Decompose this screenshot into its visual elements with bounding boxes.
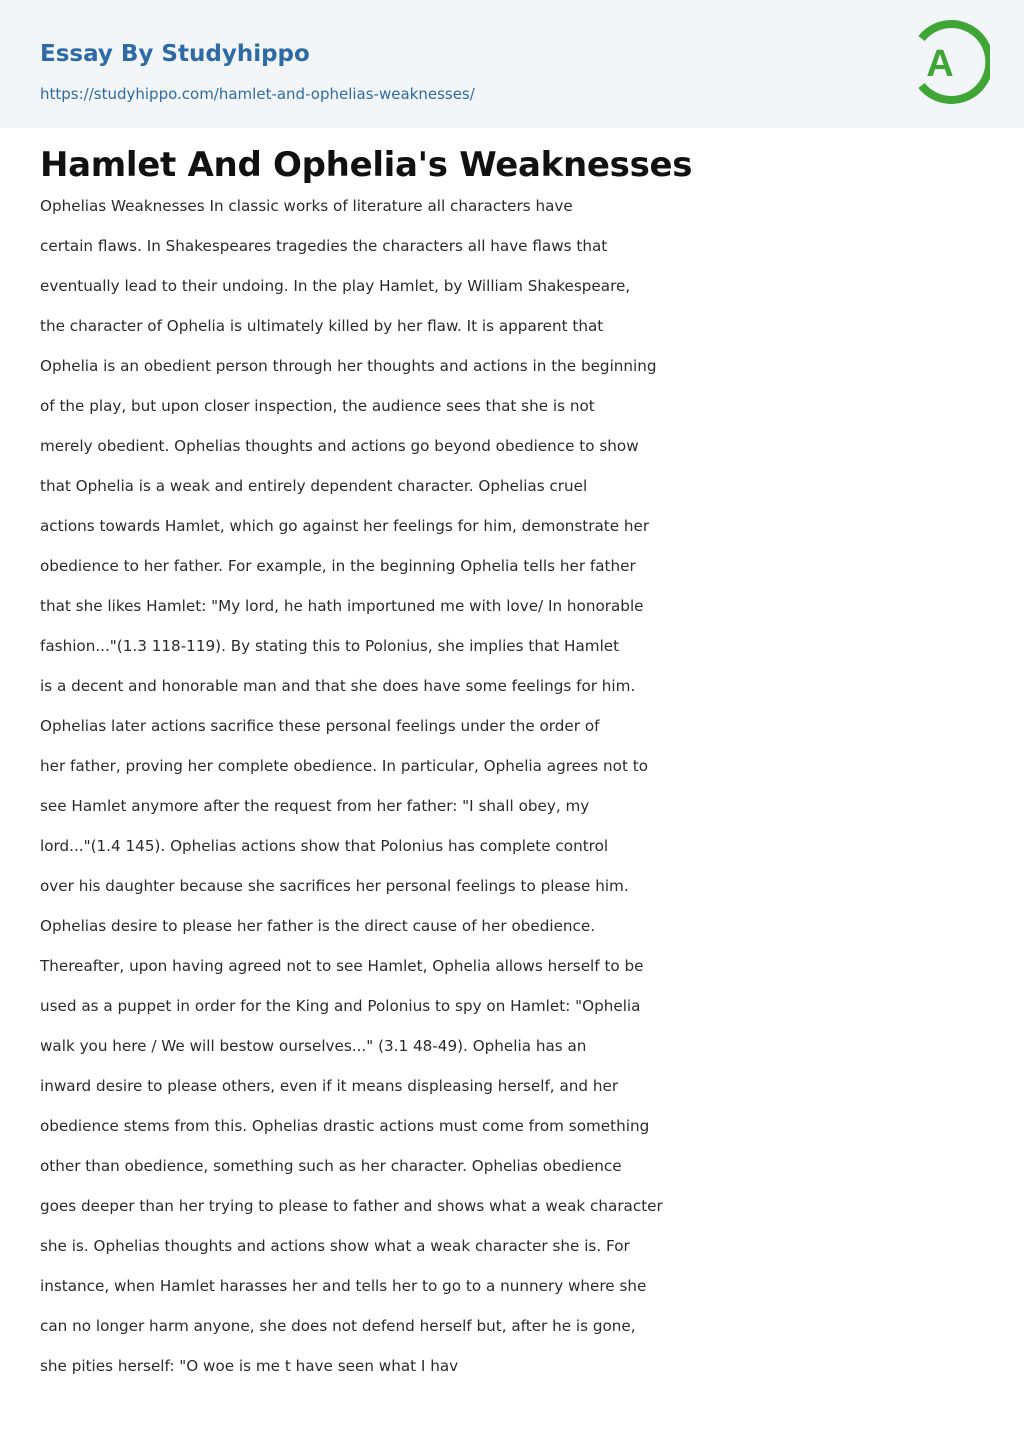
essay-line: certain flaws. In Shakespeares tragedies the characters all have flaws that	[40, 237, 608, 255]
essay-line: obedience stems from this. Ophelias drastic actions must come from something	[40, 1117, 650, 1135]
essay-line: goes deeper than her trying to please to father and shows what a weak character	[40, 1197, 663, 1215]
logo-letter: A	[926, 43, 954, 85]
essay-line: fashion..."(1.3 118-119). By stating this to Polonius, she implies that Hamlet	[40, 637, 620, 655]
essay-line: see Hamlet anymore after the request from her father: "I shall obey, my	[40, 797, 590, 815]
essay-line: used as a puppet in order for the King and Polonius to spy on Hamlet: "Ophelia	[40, 997, 641, 1015]
essay-line: obedience to her father. For example, in the beginning Ophelia tells her father	[40, 557, 636, 575]
essay-line: eventually lead to their undoing. In the play Hamlet, by William Shakespeare,	[40, 277, 631, 295]
essay-line: Ophelias desire to please her father is the direct cause of her obedience.	[40, 917, 596, 935]
essay-line: Ophelias later actions sacrifice these personal feelings under the order of	[40, 717, 600, 735]
page-header	[0, 0, 1024, 128]
essay-title: Hamlet And Ophelia's Weaknesses	[40, 145, 693, 185]
essay-line: is a decent and honorable man and that she does have some feelings for him.	[40, 677, 636, 695]
essay-line: can no longer harm anyone, she does not defend herself but, after he is gone,	[40, 1317, 636, 1335]
essay-line: walk you here / We will bestow ourselves..." (3.1 48-49). Ophelia has an	[40, 1037, 587, 1055]
studyhippo-logo[interactable]	[910, 16, 990, 108]
essay-line: over his daughter because she sacrifices her personal feelings to please him.	[40, 877, 629, 895]
logo-icon	[910, 16, 990, 108]
essay-line: merely obedient. Ophelias thoughts and actions go beyond obedience to show	[40, 437, 639, 455]
essay-line: other than obedience, something such as her character. Ophelias obedience	[40, 1157, 622, 1175]
essay-line: she pities herself: "O woe is me t have seen what I hav	[40, 1357, 459, 1375]
essay-line: Thereafter, upon having agreed not to see Hamlet, Ophelia allows herself to be	[40, 957, 644, 975]
essay-line: actions towards Hamlet, which go against her feelings for him, demonstrate her	[40, 517, 650, 535]
brand-title: Essay By Studyhippo	[40, 41, 310, 67]
essay-line: she is. Ophelias thoughts and actions show what a weak character she is. For	[40, 1237, 630, 1255]
essay-line: that she likes Hamlet: "My lord, he hath importuned me with love/ In honorable	[40, 597, 644, 615]
essay-line: Ophelias Weaknesses In classic works of literature all characters have	[40, 197, 573, 215]
essay-body	[40, 193, 740, 1393]
essay-line: her father, proving her complete obedience. In particular, Ophelia agrees not to	[40, 757, 648, 775]
essay-line: the character of Ophelia is ultimately killed by her flaw. It is apparent that	[40, 317, 604, 335]
essay-line: lord..."(1.4 145). Ophelias actions show that Polonius has complete control	[40, 837, 609, 855]
essay-line: Ophelia is an obedient person through her thoughts and actions in the beginning	[40, 357, 657, 375]
essay-url-link[interactable]: https://studyhippo.com/hamlet-and-ophelias-weaknesses/	[40, 85, 475, 103]
essay-line: instance, when Hamlet harasses her and tells her to go to a nunnery where she	[40, 1277, 647, 1295]
essay-line: that Ophelia is a weak and entirely dependent character. Ophelias cruel	[40, 477, 588, 495]
essay-line: of the play, but upon closer inspection, the audience sees that she is not	[40, 397, 595, 415]
essay-line: inward desire to please others, even if it means displeasing herself, and her	[40, 1077, 619, 1095]
